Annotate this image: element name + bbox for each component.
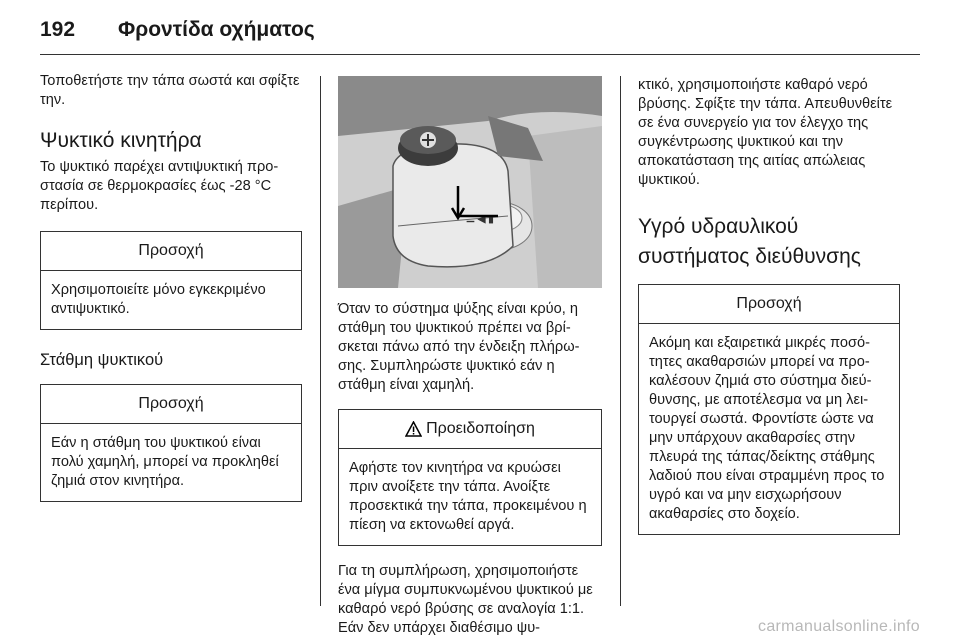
header-rule bbox=[40, 54, 920, 55]
caution-box-hydraulic bbox=[638, 284, 900, 535]
coolant-reservoir-illustration bbox=[338, 76, 602, 288]
page-number: 192 bbox=[40, 18, 76, 41]
hydraulic-fluid-heading: Υγρό υδραυλικού συστήματος διεύθυνσης bbox=[638, 215, 861, 268]
page-header bbox=[40, 14, 920, 54]
page-title: Φροντίδα οχήματος bbox=[118, 18, 315, 41]
warning-triangle-icon bbox=[405, 421, 422, 437]
caution-text: Εάν η στάθμη του ψυκτικού είναι πολύ χαμηλή, μπορεί να προκληθεί ζημιά στον κινητήρα. bbox=[51, 435, 279, 489]
warning-text: Αφήστε τον κινητήρα να κρυώσει πριν ανοίξετε την τάπα. Ανοίξτε προσεκτικά την τάπα, προκειμένου η πίεση να εκτονωθεί αργά. bbox=[349, 460, 587, 533]
column-divider-left bbox=[320, 76, 321, 606]
caution-text: Ακόμη και εξαιρετικά μικρές ποσότητες ακαθαρσιών μπορεί να προκαλέσουν ζημιά στο σύστημα διεύθυνσης, με αποτέλεσμα να μη λειτουργεί σωστά. Φροντίστε ώστε να μην υπάρχουν ακαθαρσίες στην πλευρά της τάπας/δείκτης στάθμης λαδιού που είναι στραμμένη προς το υγρό και να μην εισχωρήσουν ακαθαρσίες στο δοχείο. bbox=[649, 335, 885, 522]
caution-box-antifreeze bbox=[40, 231, 302, 330]
coolant-level-text: Όταν το σύστημα ψύξης είναι κρύο, η στάθμη του ψυκτικού πρέπει να βρίσκεται πάνω από την ένδειξη πλήρωσης. Συμπληρώστε ψυκτικό εάν η στάθμη είναι χαμηλή. bbox=[338, 301, 580, 393]
caution-text: Χρησιμοποιείτε μόνο εγκεκριμένο αντιψυκτικό. bbox=[51, 282, 266, 317]
refill-text: Για τη συμπλήρωση, χρησιμοποιήστε ένα μίγμα συμπυκνωμένου ψυκτικού με καθαρό νερό βρύσης σε αναλογία 1:1. Εάν δεν υπάρχει διαθέσιμο ψυ- bbox=[338, 563, 593, 636]
svg-text:⚊ ◀ ▮: ⚊ ◀ ▮ bbox=[466, 214, 494, 225]
column-3 bbox=[638, 76, 900, 547]
intro-text: Τοποθετήστε την τάπα σωστά και σφίξτε την. bbox=[40, 73, 300, 108]
column-2 bbox=[338, 76, 602, 642]
coolant-text: Το ψυκτικό παρέχει αντιψυκτική προστασία σε θερμοκρασίες έως -28 °C περίπου. bbox=[40, 159, 279, 213]
coolant-reservoir-photo bbox=[338, 76, 602, 288]
watermark: carmanualsonline.info bbox=[758, 618, 920, 635]
coolant-heading: Ψυκτικό κινητήρα bbox=[40, 129, 202, 152]
warning-title: Προειδοποίηση bbox=[426, 420, 535, 437]
continued-text: κτικό, χρησιμοποιήστε καθαρό νερό βρύσης. Σφίξτε την τάπα. Απευθυνθείτε σε ένα συνεργείο για τον έλεγχο της συγκέντρωσης ψυκτικού και την αποκατάσταση της αιτίας απώλειας ψυκτικού. bbox=[638, 77, 893, 188]
warning-header bbox=[339, 410, 601, 449]
caution-box-level bbox=[40, 384, 302, 502]
warning-box bbox=[338, 409, 602, 546]
caution-title: Προσοχή bbox=[41, 385, 301, 424]
caution-title: Προσοχή bbox=[639, 285, 899, 324]
column-1 bbox=[40, 72, 302, 514]
coolant-level-heading: Στάθμη ψυκτικού bbox=[40, 351, 164, 369]
caution-title: Προσοχή bbox=[41, 232, 301, 271]
column-divider-right bbox=[620, 76, 621, 606]
